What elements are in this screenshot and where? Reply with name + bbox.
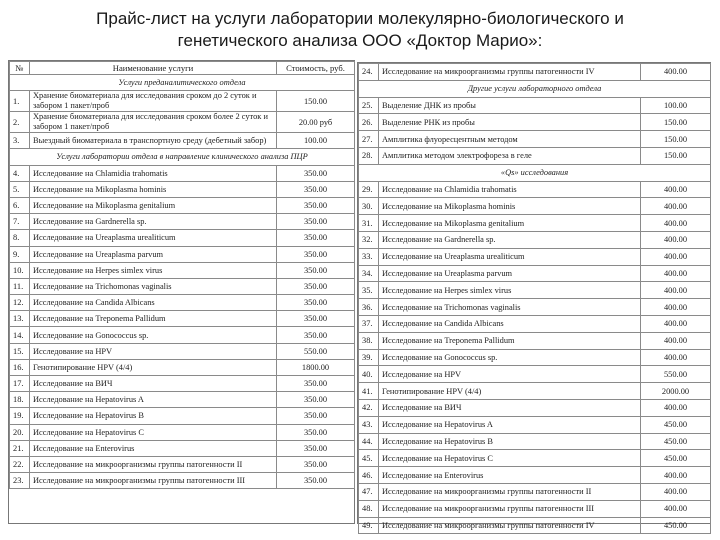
row-service-name: Исследование на Candida Albicans xyxy=(379,315,641,332)
row-number: 10. xyxy=(10,262,30,278)
row-price: 350.00 xyxy=(277,295,355,311)
row-price: 400.00 xyxy=(641,399,711,416)
row-service-name: Исследование на Trichomonas vaginalis xyxy=(379,299,641,316)
row-price: 400.00 xyxy=(641,215,711,232)
row-number: 32. xyxy=(359,231,379,248)
row-price: 450.00 xyxy=(641,416,711,433)
table-row xyxy=(359,131,711,148)
row-service-name: Исследование на Mikoplasma genitalium xyxy=(30,197,277,213)
table-row xyxy=(10,376,355,392)
row-service-name: Амплитика флуоресцентным методом xyxy=(379,131,641,148)
row-number: 39. xyxy=(359,349,379,366)
row-price: 400.00 xyxy=(641,349,711,366)
row-service-name: Хранение биоматериала для исследования сроком до 2 суток и забором 1 пакет/проб xyxy=(30,91,277,112)
row-number: 49. xyxy=(359,517,379,534)
row-price: 150.00 xyxy=(641,147,711,164)
row-number: 47. xyxy=(359,483,379,500)
row-price: 400.00 xyxy=(641,64,711,81)
header-number: № xyxy=(10,62,30,75)
row-number: 16. xyxy=(10,359,30,375)
row-price: 350.00 xyxy=(277,262,355,278)
row-price: 400.00 xyxy=(641,315,711,332)
row-number: 43. xyxy=(359,416,379,433)
header-price: Стоимость, руб. xyxy=(277,62,355,75)
row-price: 450.00 xyxy=(641,450,711,467)
row-service-name: Генотипирование HPV (4/4) xyxy=(379,383,641,400)
row-service-name: Исследование на Hepatovirus B xyxy=(379,433,641,450)
row-price: 400.00 xyxy=(641,248,711,265)
row-price: 2000.00 xyxy=(641,383,711,400)
row-service-name: Исследование на ВИЧ xyxy=(379,399,641,416)
table-row xyxy=(10,392,355,408)
table-row xyxy=(10,456,355,472)
row-service-name: Исследование на Trichomonas vaginalis xyxy=(30,278,277,294)
table-row xyxy=(10,181,355,197)
table-row xyxy=(10,230,355,246)
row-service-name: Исследование на Mikoplasma hominis xyxy=(379,198,641,215)
section-row xyxy=(359,164,711,181)
row-service-name: Исследование на Hepatovirus B xyxy=(30,408,277,424)
row-number: 6. xyxy=(10,197,30,213)
table-row xyxy=(10,343,355,359)
left-table-body xyxy=(10,75,355,489)
row-number: 19. xyxy=(10,408,30,424)
row-price: 350.00 xyxy=(277,181,355,197)
table-row xyxy=(10,424,355,440)
table-row xyxy=(359,265,711,282)
row-number: 29. xyxy=(359,181,379,198)
table-row xyxy=(359,416,711,433)
table-row xyxy=(359,332,711,349)
table-row xyxy=(10,197,355,213)
table-row xyxy=(359,366,711,383)
row-service-name: Исследование на Gardnerella sp. xyxy=(30,214,277,230)
row-price: 400.00 xyxy=(641,299,711,316)
row-number: 26. xyxy=(359,114,379,131)
row-number: 4. xyxy=(10,165,30,181)
row-number: 31. xyxy=(359,215,379,232)
row-service-name: Исследование на HPV xyxy=(379,366,641,383)
row-service-name: Выделение РНК из пробы xyxy=(379,114,641,131)
row-price: 450.00 xyxy=(641,433,711,450)
table-row xyxy=(359,500,711,517)
row-price: 400.00 xyxy=(641,282,711,299)
row-number: 18. xyxy=(10,392,30,408)
table-row xyxy=(10,440,355,456)
table-row xyxy=(359,450,711,467)
row-price: 350.00 xyxy=(277,440,355,456)
row-service-name: Исследование на Hepatovirus C xyxy=(30,424,277,440)
table-row xyxy=(359,147,711,164)
table-row xyxy=(359,231,711,248)
row-number: 22. xyxy=(10,456,30,472)
row-service-name: Исследование на Ureaplasma parvum xyxy=(379,265,641,282)
row-price: 400.00 xyxy=(641,265,711,282)
section-title: «Qs» исследования xyxy=(359,164,711,181)
row-price: 350.00 xyxy=(277,392,355,408)
row-service-name: Исследование на Enterovirus xyxy=(379,467,641,484)
row-number: 24. xyxy=(359,64,379,81)
row-number: 37. xyxy=(359,315,379,332)
row-number: 28. xyxy=(359,147,379,164)
row-service-name: Генотипирование HPV (4/4) xyxy=(30,359,277,375)
row-service-name: Исследование на Candida Albicans xyxy=(30,295,277,311)
row-number: 1. xyxy=(10,91,30,112)
row-number: 8. xyxy=(10,230,30,246)
row-service-name: Исследование на микроорганизмы группы патогенности II xyxy=(379,483,641,500)
table-row xyxy=(359,383,711,400)
table-row xyxy=(359,315,711,332)
row-price: 350.00 xyxy=(277,214,355,230)
table-row xyxy=(10,112,355,133)
section-row xyxy=(10,149,355,165)
table-row xyxy=(359,181,711,198)
row-service-name: Исследование на микроорганизмы группы патогенности III xyxy=(30,473,277,489)
price-table-left xyxy=(8,60,355,524)
row-number: 17. xyxy=(10,376,30,392)
table-row xyxy=(359,399,711,416)
table-row xyxy=(10,214,355,230)
row-service-name: Исследование на Herpes simlex virus xyxy=(30,262,277,278)
row-service-name: Исследование на Treponema Pallidum xyxy=(30,311,277,327)
row-service-name: Исследование на ВИЧ xyxy=(30,376,277,392)
table-row xyxy=(10,165,355,181)
row-price: 400.00 xyxy=(641,500,711,517)
table-row xyxy=(359,97,711,114)
section-title: Услуги лаборатории отдела в направление клинического анализа ПЦР xyxy=(10,149,355,165)
row-service-name: Исследование на Mikoplasma genitalium xyxy=(379,215,641,232)
table-row xyxy=(359,64,711,81)
table-row xyxy=(359,517,711,534)
row-price: 550.00 xyxy=(641,366,711,383)
row-number: 11. xyxy=(10,278,30,294)
row-price: 400.00 xyxy=(641,467,711,484)
row-price: 350.00 xyxy=(277,165,355,181)
table-row xyxy=(359,248,711,265)
row-service-name: Исследование на Hepatovirus A xyxy=(30,392,277,408)
table-row xyxy=(10,278,355,294)
right-table-body xyxy=(359,64,711,534)
row-price: 100.00 xyxy=(277,133,355,149)
row-service-name: Исследование на Gonococcus sp. xyxy=(30,327,277,343)
row-service-name: Хранение биоматериала для исследования сроком более 2 суток и забором 1 пакет/проб xyxy=(30,112,277,133)
row-price: 350.00 xyxy=(277,473,355,489)
table-row xyxy=(359,114,711,131)
table-row xyxy=(359,433,711,450)
row-price: 150.00 xyxy=(641,131,711,148)
table-row xyxy=(10,473,355,489)
table-row xyxy=(10,262,355,278)
row-price: 400.00 xyxy=(641,332,711,349)
row-number: 7. xyxy=(10,214,30,230)
title-line-2: генетического анализа ООО «Доктор Марио»: xyxy=(177,31,543,50)
row-service-name: Исследование на микроорганизмы группы патогенности IV xyxy=(379,64,641,81)
row-number: 42. xyxy=(359,399,379,416)
row-number: 9. xyxy=(10,246,30,262)
table-row xyxy=(10,327,355,343)
row-service-name: Исследование на Hepatovirus C xyxy=(379,450,641,467)
row-price: 350.00 xyxy=(277,230,355,246)
section-row xyxy=(359,80,711,97)
row-number: 27. xyxy=(359,131,379,148)
table-row xyxy=(359,349,711,366)
row-number: 14. xyxy=(10,327,30,343)
row-price: 400.00 xyxy=(641,198,711,215)
row-service-name: Исследование на HPV xyxy=(30,343,277,359)
header-service: Наименование услуги xyxy=(30,62,277,75)
row-number: 35. xyxy=(359,282,379,299)
row-number: 48. xyxy=(359,500,379,517)
row-price: 1800.00 xyxy=(277,359,355,375)
row-number: 41. xyxy=(359,383,379,400)
row-price: 350.00 xyxy=(277,327,355,343)
row-price: 350.00 xyxy=(277,456,355,472)
row-number: 30. xyxy=(359,198,379,215)
table-row xyxy=(10,359,355,375)
row-number: 12. xyxy=(10,295,30,311)
row-number: 5. xyxy=(10,181,30,197)
row-number: 21. xyxy=(10,440,30,456)
row-number: 20. xyxy=(10,424,30,440)
table-row xyxy=(359,483,711,500)
table-row xyxy=(359,215,711,232)
row-number: 23. xyxy=(10,473,30,489)
row-service-name: Исследование на Hepatovirus A xyxy=(379,416,641,433)
table-row xyxy=(359,198,711,215)
section-row xyxy=(10,75,355,91)
row-price: 20.00 руб xyxy=(277,112,355,133)
table-row xyxy=(10,133,355,149)
row-number: 45. xyxy=(359,450,379,467)
row-number: 3. xyxy=(10,133,30,149)
row-price: 350.00 xyxy=(277,197,355,213)
right-table xyxy=(358,63,711,534)
row-number: 2. xyxy=(10,112,30,133)
row-price: 400.00 xyxy=(641,483,711,500)
section-title: Услуги преданалитического отдела xyxy=(10,75,355,91)
table-row xyxy=(359,467,711,484)
row-price: 150.00 xyxy=(641,114,711,131)
row-number: 25. xyxy=(359,97,379,114)
row-service-name: Исследование на Enterovirus xyxy=(30,440,277,456)
row-number: 46. xyxy=(359,467,379,484)
table-row xyxy=(10,246,355,262)
row-price: 450.00 xyxy=(641,517,711,534)
row-number: 15. xyxy=(10,343,30,359)
row-price: 350.00 xyxy=(277,424,355,440)
row-number: 13. xyxy=(10,311,30,327)
row-price: 350.00 xyxy=(277,311,355,327)
row-price: 350.00 xyxy=(277,246,355,262)
row-service-name: Исследование на Chlamidia trahomatis xyxy=(30,165,277,181)
row-price: 550.00 xyxy=(277,343,355,359)
row-price: 100.00 xyxy=(641,97,711,114)
row-service-name: Амплитика методом электрофореза в геле xyxy=(379,147,641,164)
row-service-name: Выездный биоматериала в транспортную среду (дебетный забор) xyxy=(30,133,277,149)
row-number: 33. xyxy=(359,248,379,265)
row-service-name: Исследование на Herpes simlex virus xyxy=(379,282,641,299)
table-row xyxy=(359,299,711,316)
table-header-row xyxy=(10,62,355,75)
row-service-name: Исследование на Gardnerella sp. xyxy=(379,231,641,248)
row-service-name: Исследование на микроорганизмы группы патогенности II xyxy=(30,456,277,472)
row-price: 150.00 xyxy=(277,91,355,112)
row-service-name: Выделение ДНК из пробы xyxy=(379,97,641,114)
row-price: 400.00 xyxy=(641,231,711,248)
title-line-1: Прайс-лист на услуги лаборатории молекулярно-биологического и xyxy=(96,9,624,28)
table-row xyxy=(10,408,355,424)
price-table-right xyxy=(357,62,711,530)
row-price: 350.00 xyxy=(277,376,355,392)
section-title: Другие услуги лабораторного отдела xyxy=(359,80,711,97)
row-price: 350.00 xyxy=(277,408,355,424)
row-service-name: Исследование на Treponema Pallidum xyxy=(379,332,641,349)
row-service-name: Исследование на Gonococcus sp. xyxy=(379,349,641,366)
table-row xyxy=(10,91,355,112)
row-service-name: Исследование на Ureaplasma urealiticum xyxy=(379,248,641,265)
row-price: 350.00 xyxy=(277,278,355,294)
table-row xyxy=(10,311,355,327)
left-table xyxy=(9,61,355,489)
row-service-name: Исследование на микроорганизмы группы патогенности III xyxy=(379,500,641,517)
row-price: 400.00 xyxy=(641,181,711,198)
table-row xyxy=(10,295,355,311)
row-service-name: Исследование на микроорганизмы группы патогенности IV xyxy=(379,517,641,534)
row-number: 34. xyxy=(359,265,379,282)
row-number: 40. xyxy=(359,366,379,383)
page-title xyxy=(0,8,720,52)
row-service-name: Исследование на Ureaplasma urealiticum xyxy=(30,230,277,246)
row-service-name: Исследование на Ureaplasma parvum xyxy=(30,246,277,262)
row-number: 36. xyxy=(359,299,379,316)
row-service-name: Исследование на Chlamidia trahomatis xyxy=(379,181,641,198)
row-service-name: Исследование на Mikoplasma hominis xyxy=(30,181,277,197)
row-number: 38. xyxy=(359,332,379,349)
table-row xyxy=(359,282,711,299)
row-number: 44. xyxy=(359,433,379,450)
